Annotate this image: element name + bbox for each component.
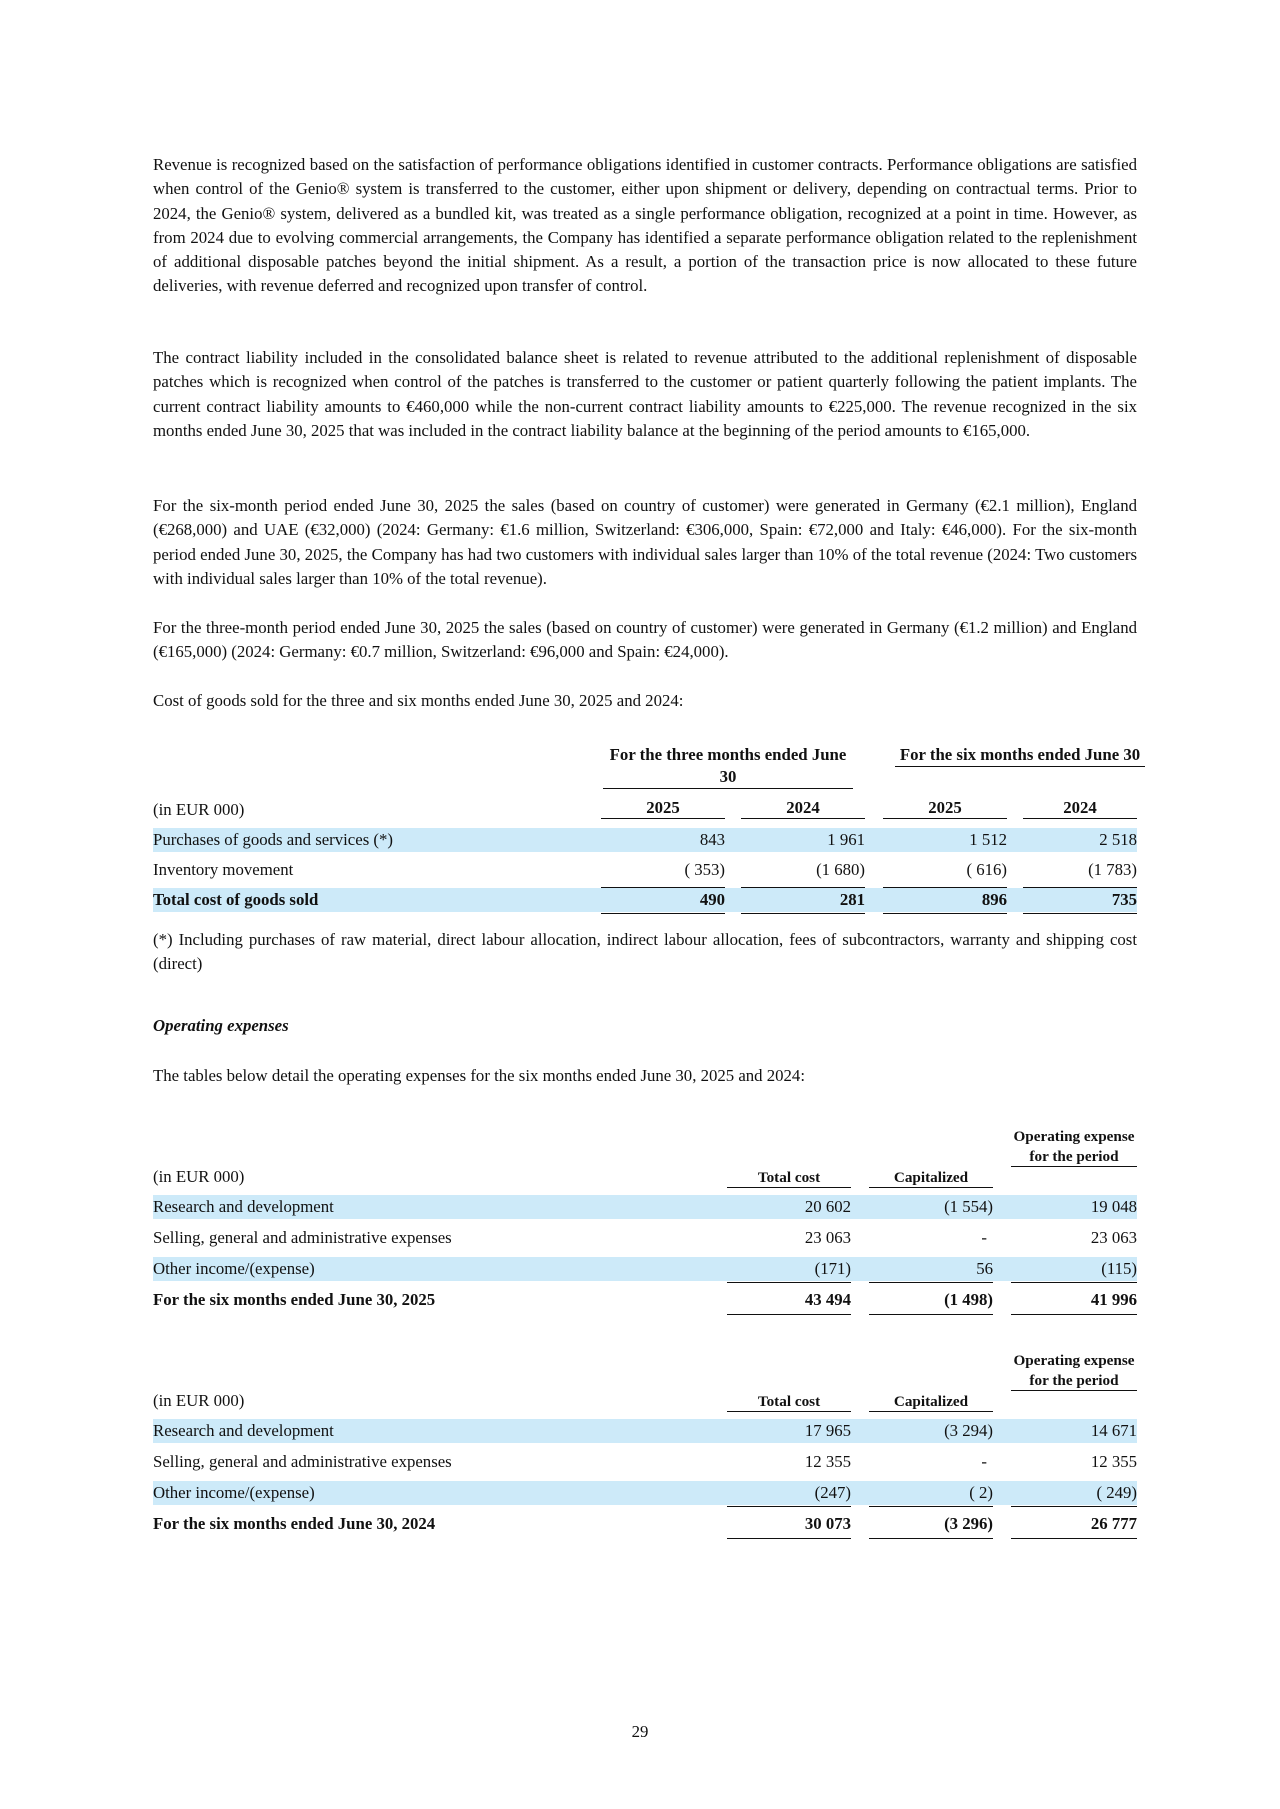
table-row	[153, 858, 1137, 882]
cell-value: (1 680)	[816, 860, 865, 879]
col-operating-expense: Operating expense for the period	[1011, 1127, 1137, 1167]
opex-header-row	[153, 1389, 1137, 1413]
total-rule	[1011, 1314, 1137, 1315]
table-row	[153, 1226, 1137, 1250]
table-row	[153, 1195, 1137, 1219]
cell-value: (3 296)	[944, 1514, 993, 1533]
table-row-total	[153, 1512, 1137, 1536]
cell-value: (1 498)	[944, 1290, 993, 1309]
row-label: For the six months ended June 30, 2024	[153, 1514, 436, 1533]
subtotal-rule	[1011, 1506, 1137, 1507]
row-label: Other income/(expense)	[153, 1259, 315, 1278]
cell-value: 30 073	[804, 1514, 851, 1533]
row-label: Selling, general and administrative expenses	[153, 1452, 452, 1471]
opex-unit-label: (in EUR 000)	[153, 1391, 245, 1410]
table-row-total	[153, 888, 1137, 912]
cell-value: 14 671	[1090, 1421, 1137, 1440]
table-row	[153, 828, 1137, 852]
paragraph-revenue-recognition: Revenue is recognized based on the satisfaction of performance obligations identified in customer contracts. Performance obligations are satisfied when control of the Genio® system is transferred to the customer, either upon shipment or delivery, depending on contractual terms. Prior to 2024, the Genio® system, delivered as a bundled kit, was treated as a single performance obligation, recognized at a point in time. However, as from 2024 due to evolving commercial arrangements, the Company has identified a separate performance obligation related to the replenishment of additional disposable patches beyond the initial shipment. As a result, a portion of the transaction price is now allocated to these future deliveries, with revenue deferred and recognized upon transfer of control.	[153, 155, 1137, 296]
cell-value: 490	[699, 890, 725, 909]
subtotal-rule	[601, 887, 725, 888]
subtotal-rule	[869, 1282, 993, 1283]
cell-value: ( 2)	[969, 1483, 993, 1502]
cell-value: (1 783)	[1088, 860, 1137, 879]
paragraph-opex-intro: The tables below detail the operating expenses for the six months ended June 30, 2025 and 2024:	[153, 1066, 805, 1085]
cell-value: 23 063	[1090, 1228, 1137, 1247]
subtotal-rule	[727, 1282, 851, 1283]
cogs-unit-label: (in EUR 000)	[153, 800, 245, 819]
table-row	[153, 1481, 1137, 1505]
cogs-year-col: 2024	[741, 798, 865, 819]
col-total-cost: Total cost	[727, 1393, 851, 1412]
total-rule	[727, 1538, 851, 1539]
cell-value: 56	[976, 1259, 993, 1278]
subtotal-rule	[1011, 1282, 1137, 1283]
paragraph-cogs-intro: Cost of goods sold for the three and six months ended June 30, 2025 and 2024:	[153, 691, 684, 710]
cell-value: 23 063	[804, 1228, 851, 1247]
cell-value: ( 353)	[684, 860, 725, 879]
cell-value: (3 294)	[944, 1421, 993, 1440]
cell-value: 896	[981, 890, 1007, 909]
cell-value: (247)	[814, 1483, 851, 1502]
cell-value: 1 961	[827, 830, 865, 849]
paragraph-three-month-sales: For the three-month period ended June 30, 2025 the sales (based on country of customer) were generated in Germany (€1.2 million) and England (€165,000) (2024: Germany: €0.7 million, Switzerland: €96,000 and Spain: €24,000).	[153, 618, 1137, 662]
cell-value: (171)	[814, 1259, 851, 1278]
row-label: Total cost of goods sold	[153, 890, 319, 909]
cell-value: 26 777	[1090, 1514, 1137, 1533]
col-total-cost: Total cost	[727, 1169, 851, 1188]
cell-value: 20 602	[804, 1197, 851, 1216]
table-row	[153, 1257, 1137, 1281]
cell-value: 43 494	[804, 1290, 851, 1309]
total-rule	[1023, 913, 1137, 914]
cogs-year-col: 2025	[883, 798, 1007, 819]
cell-value: 735	[1111, 890, 1137, 909]
cell-value: 17 965	[804, 1421, 851, 1440]
col-capitalized: Capitalized	[869, 1393, 993, 1412]
subtotal-rule	[727, 1506, 851, 1507]
cell-value: 19 048	[1090, 1197, 1137, 1216]
cell-value: ( 616)	[966, 860, 1007, 879]
opex-header-row	[153, 1165, 1137, 1189]
section-heading-operating-expenses: Operating expenses	[153, 1016, 289, 1035]
total-rule	[883, 913, 1007, 914]
row-label: For the six months ended June 30, 2025	[153, 1290, 436, 1309]
subtotal-rule	[883, 887, 1007, 888]
row-label: Research and development	[153, 1421, 334, 1440]
total-rule	[869, 1314, 993, 1315]
table-row	[153, 1419, 1137, 1443]
cell-value: 281	[839, 890, 865, 909]
subtotal-rule	[869, 1506, 993, 1507]
cogs-group-six-months: For the six months ended June 30	[895, 744, 1145, 767]
cell-value: (115)	[1101, 1259, 1137, 1278]
cell-value: -	[981, 1452, 987, 1471]
cogs-header-row	[153, 798, 1137, 822]
cell-value: (1 554)	[944, 1197, 993, 1216]
table-row	[153, 1450, 1137, 1474]
cogs-group-three-months: For the three months ended June 30	[603, 744, 853, 789]
opex-unit-label: (in EUR 000)	[153, 1167, 245, 1186]
cogs-year-col: 2024	[1023, 798, 1137, 819]
paragraph-six-month-sales: For the six-month period ended June 30, 2025 the sales (based on country of customer) were generated in Germany (€2.1 million), England (€268,000) and UAE (€32,000) (2024: Germany: €1.6 million, Switzerland: €306,000, Spain: €72,000 and Italy: €46,000). For the six-month period ended June 30, 2025, the Company has had two customers with individual sales larger than 10% of the total revenue (2024: Two customers with individual sales larger than 10% of the total revenue).	[153, 496, 1137, 588]
cell-value: 12 355	[1090, 1452, 1137, 1471]
cell-value: -	[981, 1228, 987, 1247]
cogs-year-col: 2025	[601, 798, 725, 819]
row-label: Purchases of goods and services (*)	[153, 830, 394, 849]
row-label: Inventory movement	[153, 860, 294, 879]
row-label: Other income/(expense)	[153, 1483, 315, 1502]
cell-value: 12 355	[804, 1452, 851, 1471]
col-operating-expense: Operating expense for the period	[1011, 1351, 1137, 1391]
row-label: Selling, general and administrative expenses	[153, 1228, 452, 1247]
subtotal-rule	[1023, 887, 1137, 888]
page-number: 29	[631, 1722, 649, 1741]
subtotal-rule	[741, 887, 865, 888]
total-rule	[1011, 1538, 1137, 1539]
paragraph-contract-liability: The contract liability included in the consolidated balance sheet is related to revenue attributed to the additional replenishment of disposable patches which is recognized when control of the patches is transferred to the customer or patient quarterly following the patient implants. The current contract liability amounts to €460,000 while the non-current contract liability amounts to €225,000. The revenue recognized in the six months ended June 30, 2025 that was included in the contract liability balance at the beginning of the period amounts to €165,000.	[153, 348, 1137, 440]
total-rule	[869, 1538, 993, 1539]
cogs-footnote: (*) Including purchases of raw material, direct labour allocation, indirect labour allocation, fees of subcontractors, warranty and shipping cost (direct)	[153, 930, 1137, 974]
row-label: Research and development	[153, 1197, 334, 1216]
cell-value: 843	[699, 830, 725, 849]
total-rule	[727, 1314, 851, 1315]
cell-value: 2 518	[1099, 830, 1137, 849]
table-row-total	[153, 1288, 1137, 1312]
total-rule	[741, 913, 865, 914]
cell-value: ( 249)	[1096, 1483, 1137, 1502]
cell-value: 1 512	[969, 830, 1007, 849]
col-capitalized: Capitalized	[869, 1169, 993, 1188]
total-rule	[601, 913, 725, 914]
cell-value: 41 996	[1090, 1290, 1137, 1309]
